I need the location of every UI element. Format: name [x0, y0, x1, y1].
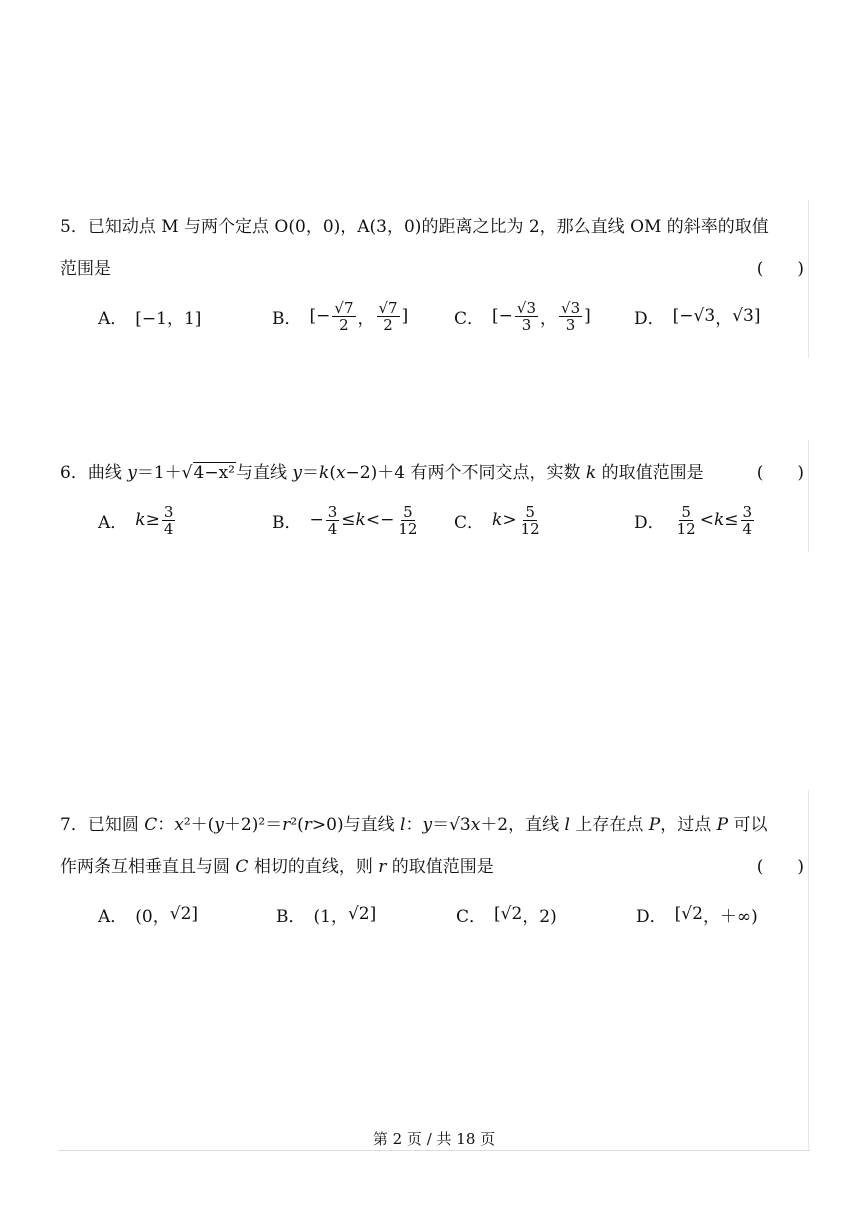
q5-options	[60, 294, 812, 338]
q6-sqrt: √4−x²	[181, 463, 235, 483]
q5-option-c: C． [− $\frac{√3}{3}$ ， $\frac{√3}{3}$ ]	[454, 298, 591, 334]
q5-b-frac-1: $\frac{√7}{2}$	[334, 298, 354, 334]
q6-option-a: A． k ≥ $\frac{3}{4}$	[98, 502, 174, 538]
margin-rule-2	[808, 440, 809, 552]
q6-a-frac: $\frac{3}{4}$	[163, 502, 174, 538]
q6-d-frac-2: $\frac{3}{4}$	[742, 502, 753, 538]
q6-option-d: D． $\frac{5}{12}$ < k ≤ $\frac{3}{4}$	[634, 502, 753, 538]
q5-stem-text: 范围是	[60, 259, 111, 279]
q5-b-frac-2: $\frac{√7}{2}$	[378, 298, 398, 334]
q7-stem-line-1: 7．已知圆 C：x²＋(y＋2)²＝r²(r>0)与直线 l：y＝√3x＋2，直线 l 上存在点 P，过点 P 可以	[60, 815, 768, 835]
q7-answer-paren: ( )	[756, 857, 804, 877]
q6-answer-paren: ( )	[756, 463, 804, 483]
q6-b-frac-1: $\frac{3}{4}$	[327, 502, 338, 538]
question-6	[60, 452, 812, 542]
q5-c-frac-1: $\frac{√3}{3}$	[516, 298, 537, 334]
q6-d-frac-1: $\frac{5}{12}$	[676, 502, 696, 538]
q7-option-b: B． (1， √2 ]	[276, 904, 377, 927]
q6-options	[60, 498, 812, 542]
q5-option-b: B． [− $\frac{√7}{2}$ ， $\frac{√7}{2}$ ]	[272, 298, 409, 334]
q7-option-a: A． (0， √2 ]	[98, 904, 199, 927]
q7-option-c: C． [ √2 ，2)	[456, 904, 557, 927]
q5-stem-line-2	[60, 248, 812, 290]
footer-rule	[58, 1150, 810, 1151]
q6-c-frac: $\frac{5}{12}$	[520, 502, 540, 538]
margin-rule-3	[808, 790, 809, 1150]
question-5	[60, 206, 812, 338]
q5-option-d: D． [− √3 ， √3 ]	[634, 306, 761, 329]
q6-stem-line: 6．曲线 y＝1＋√4−x²与直线 y＝k(x−2)＋4 有两个不同交点，实数 k 的取值范围是 ( )	[60, 452, 812, 494]
q6-b-frac-2: $\frac{5}{12}$	[398, 502, 418, 538]
q6-option-c: C． k > $\frac{5}{12}$	[454, 502, 540, 538]
q5-c-frac-2: $\frac{√3}{3}$	[561, 298, 581, 334]
q5-option-a: A． [−1，1]	[98, 308, 202, 329]
margin-rule-1	[808, 200, 809, 358]
q7-stem-line-2: 作两条互相垂直且与圆 C 相切的直线，则 r 的取值范围是 ( )	[60, 846, 812, 888]
q5-stem-line-1: 5．已知动点 M 与两个定点 O(0，0)，A(3，0)的距离之比为 2，那么直线 OM 的斜率的取值	[60, 217, 769, 237]
q7-option-d: D． [ √2 ，＋∞)	[636, 904, 758, 927]
question-7	[60, 804, 812, 936]
q5-answer-paren: ( )	[756, 259, 804, 279]
q6-option-b: B． − $\frac{3}{4}$ ≤ k <− $\frac{5}{12}$	[272, 502, 418, 538]
q7-options	[60, 892, 812, 936]
page-footer: 第 2 页 / 共 18 页	[372, 1130, 496, 1148]
